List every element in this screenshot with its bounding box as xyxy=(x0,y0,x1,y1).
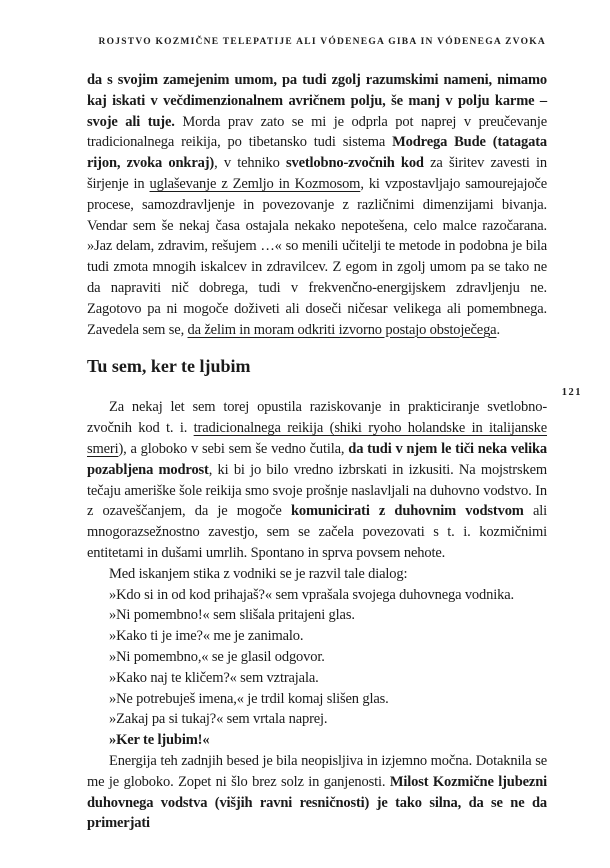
text-run: svetlobno-zvočnih kod xyxy=(286,155,424,172)
text-run: Milost Kozmične ljubezni duhovnega vodstva (višjih ravni resničnosti) je tako silna, da se ne da primerjati xyxy=(87,773,547,832)
running-head: ROJSTVO KOZMIČNE TELEPATIJE ALI VÓDENEGA GIBA IN VÓDENEGA ZVOKA xyxy=(98,37,546,47)
text-run: , v tehniko xyxy=(214,155,286,172)
text-run: »Ne potrebuješ imena,« je trdil komaj slišen glas. xyxy=(109,690,389,707)
text-run: »Ni pomembno!« sem slišala pritajeni glas. xyxy=(109,607,355,624)
dialog-line xyxy=(87,647,547,668)
text-block xyxy=(87,70,547,834)
text-run: ), a globoko v sebi sem še vedno čutila, xyxy=(118,440,349,457)
text-run: tradicionalnega reikija (shiki ryoho holandske in italijanske smeri xyxy=(87,420,547,457)
text-run: , ki bi jo bilo vredno izbrskati in izkusiti. Na mojstrskem tečaju ameriške šole reikija smo svoje prošnje naslavljali na duhovno vodstvo. In z ozaveščanjem, da je mogoče xyxy=(87,461,547,520)
text-run: Morda prav zato se mi je odprla pot naprej v preučevanje tradicionalnega reikija, po tibetansko tudi sistema xyxy=(87,113,548,151)
paragraph xyxy=(87,751,547,834)
text-run: uglaševanje z Zemljo in Kozmosom xyxy=(149,175,361,192)
dialog-line xyxy=(87,730,547,751)
text-run: komunicirati z duhovnim vodstvom xyxy=(290,503,524,520)
dialog-line xyxy=(87,689,547,710)
text-run: Energija teh zadnjih besed je bila neopisljiva in izjemno močna. Dotaknila se me je globoko. Zopet ni šlo brez solz in ganjenosti. xyxy=(87,752,547,790)
paragraph xyxy=(87,70,547,340)
text-run: ali mnogorazsežnostno zavestjo, sem se začela povezovati s t. i. kozmičnimi entitetami in dušami umrlih. Spontano in sprva povsem nehote. xyxy=(87,503,547,561)
text-run: »Zakaj pa si tukaj?« sem vrtala naprej. xyxy=(109,711,328,728)
section-heading: Tu sem, ker te ljubim xyxy=(87,356,251,377)
page-number: 121 xyxy=(561,387,582,398)
dialog-line xyxy=(87,626,547,647)
text-run: . xyxy=(496,321,500,338)
text-run: Modrega Bude (tatagata rijon, zvoka onkraj) xyxy=(87,134,547,172)
text-run: »Kako ti je ime?« me je zanimalo. xyxy=(109,628,304,645)
dialog-line xyxy=(87,709,547,730)
text-run: da tudi v njem le tiči neka velika pozabljena modrost xyxy=(87,440,547,478)
text-run: Za nekaj let sem torej opustila raziskovanje in prakticiranje svetlobno-zvočnih kod t. i. xyxy=(87,399,547,437)
dialog-line xyxy=(87,585,547,606)
text-run: , ki vzpostavljajo samourejajoče procese, samozdravljenje in povezovanje z različnimi dimenzijami bivanja. Vendar sem še nekaj časa ostajala nekako nepotešena, celo malce razočarana. »Jaz delam, zdravim, rešujem …« so menili učitelji te metode in podobna je bila tudi zmota mnogih iskalcev in zdravilcev. Z egom in zgolj umom pa se tako ne da napraviti nič dobrega, tudi v frekvenčno-energijskem zdravljenju ne. Zagotovo pa ni mogoče doživeti ali doseči ničesar velikega ali pomembnega. Zavedela sem se, xyxy=(87,175,547,338)
text-run: »Ker te ljubim!« xyxy=(109,732,210,749)
text-run: »Ni pomembno,« se je glasil odgovor. xyxy=(109,648,325,665)
text-run: »Kdo si in od kod prihajaš?« sem vprašala svojega duhovnega vodnika. xyxy=(109,586,514,603)
paragraph xyxy=(87,397,547,563)
dialog-line xyxy=(87,605,547,626)
text-run: Med iskanjem stika z vodniki se je razvil tale dialog: xyxy=(109,565,408,582)
dialog-line xyxy=(87,668,547,689)
text-run: da želim in moram odkriti izvorno postajo obstoječega xyxy=(187,321,497,338)
text-run: za širitev zavesti in širjenje in xyxy=(87,155,547,192)
text-run: »Kako naj te kličem?« sem vztrajala. xyxy=(109,669,319,686)
text-run: da s svojim zamejenim umom, pa tudi zgolj razumskimi nameni, nimamo kaj iskati v večdimenzionalnem avričnem polju, še manj v polju karme – svoje ali tuje. xyxy=(87,72,547,130)
paragraph xyxy=(87,564,547,585)
